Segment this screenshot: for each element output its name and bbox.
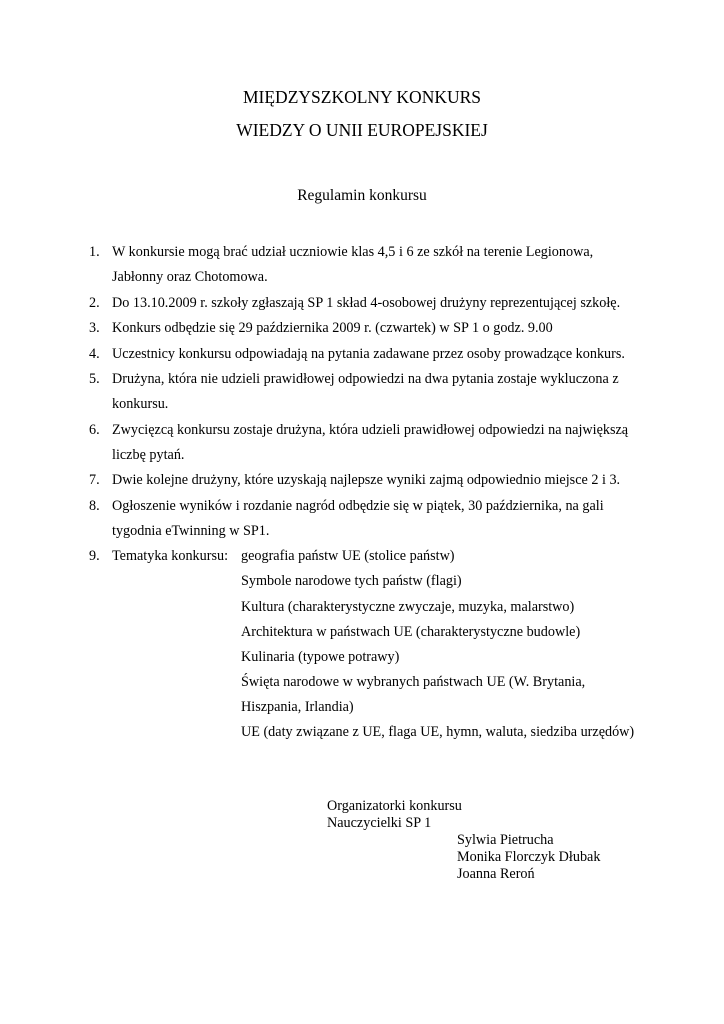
rule-line: tygodnia eTwinning w SP1. [112, 523, 270, 539]
rule-line: Uczestnicy konkursu odpowiadają na pytania zadawane przez osoby prowadzące konkurs. [112, 346, 625, 362]
rule-number: 3. [89, 320, 100, 336]
signature-name: Joanna Reroń [457, 866, 535, 882]
rule-number: 5. [89, 371, 100, 387]
signature-name: Monika Florczyk Dłubak [457, 849, 601, 865]
rule-number: 6. [89, 422, 100, 438]
topic-item: Hiszpania, Irlandia) [241, 699, 354, 715]
rule-number: 8. [89, 498, 100, 514]
rule-text [112, 468, 672, 493]
rule-line: Do 13.10.2009 r. szkoły zgłaszają SP 1 skład 4-osobowej drużyny reprezentującej szkołę. [112, 295, 621, 311]
rule-line: liczbę pytań. [112, 447, 185, 463]
rule-text [112, 291, 672, 316]
topic-item: Święta narodowe w wybranych państwach UE (W. Brytania, [241, 674, 586, 690]
rule-text [112, 240, 672, 290]
subtitle: Regulamin konkursu [297, 187, 427, 204]
rule-line: konkursu. [112, 396, 169, 412]
rule-text [112, 316, 672, 341]
title-line-1: MIĘDZYSZKOLNY KONKURS [242, 87, 482, 107]
rule-line: Jabłonny oraz Chotomowa. [112, 269, 268, 285]
topic-item: UE (daty związane z UE, flaga UE, hymn, waluta, siedziba urzędów) [241, 724, 635, 740]
rule-number: 7. [89, 472, 100, 488]
rule-number: 4. [89, 346, 100, 362]
topic-item: Symbole narodowe tych państw (flagi) [241, 573, 462, 589]
rule-line: W konkursie mogą brać udział uczniowie klas 4,5 i 6 ze szkół na terenie Legionowa, [112, 244, 594, 260]
rule-text [112, 494, 672, 544]
topic-item: Architektura w państwach UE (charakterystyczne budowle) [241, 624, 581, 640]
rule-number: 9. [89, 548, 100, 564]
rule-text [112, 367, 672, 417]
topics-label: Tematyka konkursu: [112, 548, 229, 564]
rule-line: Drużyna, która nie udzieli prawidłowej odpowiedzi na dwa pytania zostaje wykluczona z [112, 371, 619, 387]
signature-name: Sylwia Pietrucha [457, 832, 554, 848]
rule-number: 1. [89, 244, 100, 260]
topic-item: geografia państw UE (stolice państw) [241, 548, 455, 564]
topic-item: Kulinaria (typowe potrawy) [241, 649, 400, 665]
topic-item: Kultura (charakterystyczne zwyczaje, muzyka, malarstwo) [241, 599, 575, 615]
rule-line: Konkurs odbędzie się 29 października 2009 r. (czwartek) w SP 1 o godz. 9.00 [112, 320, 553, 336]
rule-line: Dwie kolejne drużyny, które uzyskają najlepsze wyniki zajmą odpowiednio miejsce 2 i 3. [112, 472, 621, 488]
signature-teachers: Nauczycielki SP 1 [327, 815, 432, 831]
rule-number: 2. [89, 295, 100, 311]
signature-organizers: Organizatorki konkursu [327, 798, 462, 814]
rule-text [112, 418, 672, 468]
rule-text [112, 342, 672, 367]
rule-line: Ogłoszenie wyników i rozdanie nagród odbędzie się w piątek, 30 października, na gali [112, 498, 604, 514]
title-line-2: WIEDZY O UNII EUROPEJSKIEJ [236, 120, 488, 140]
rule-line: Zwycięzcą konkursu zostaje drużyna, która udzieli prawidłowej odpowiedzi na największą [112, 422, 629, 438]
